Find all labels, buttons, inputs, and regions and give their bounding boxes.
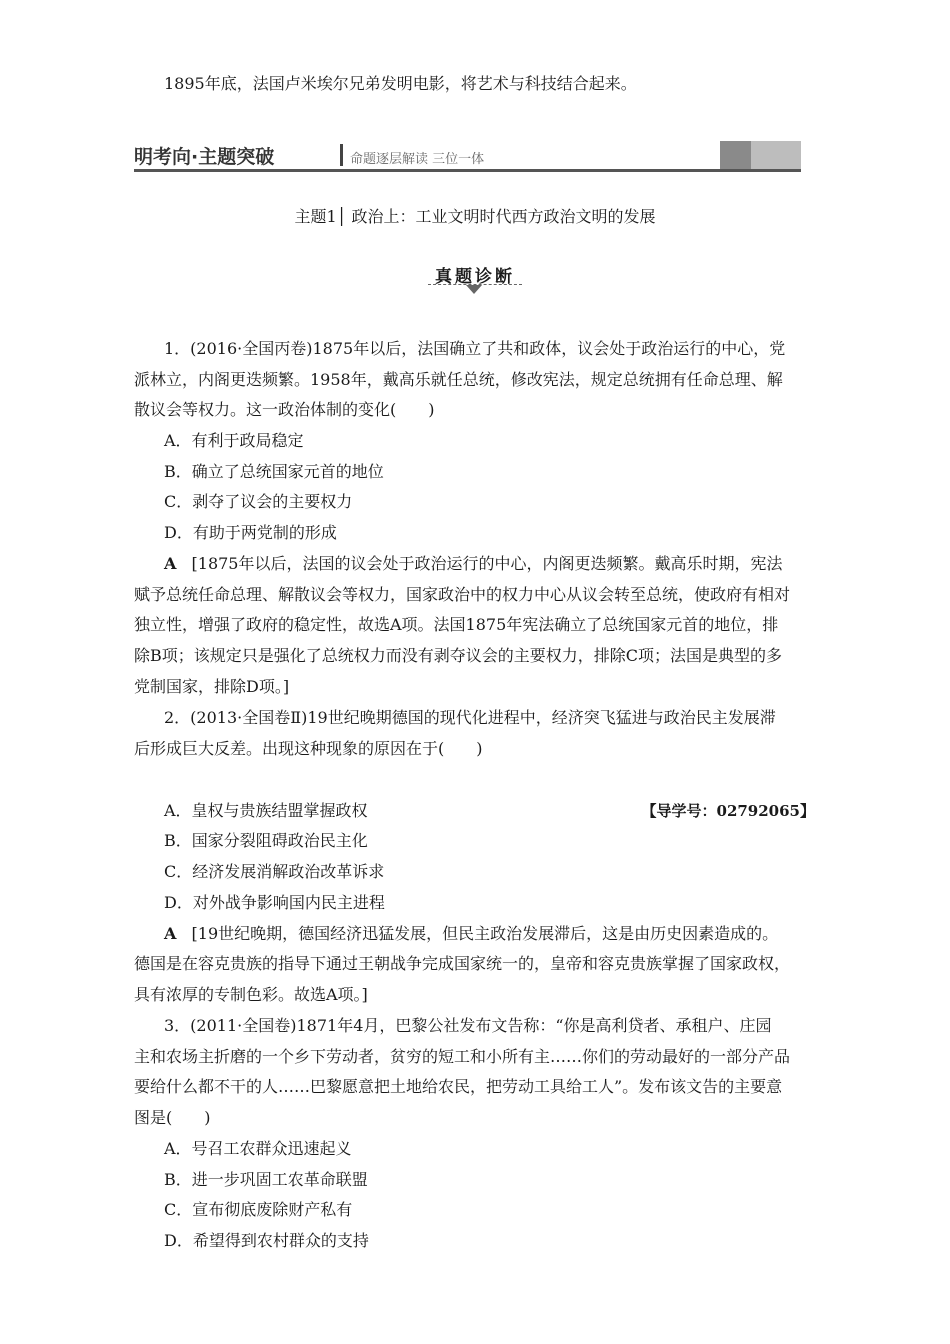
band-underline <box>134 169 801 172</box>
intro-text: 1895年底，法国卢米埃尔兄弟发明电影，将艺术与科技结合起来。 <box>164 74 637 93</box>
q1-option-c: C．剥夺了议会的主要权力 <box>164 492 353 511</box>
band-decoration-light <box>751 141 801 169</box>
q1-explanation <box>164 554 782 574</box>
q3-option-b: B．进一步巩固工农革命联盟 <box>164 1170 368 1189</box>
q2-stem-line: 后形成巨大反差。出现这种现象的原因在于( ) <box>134 739 483 758</box>
q1-option-b: B．确立了总统国家元首的地位 <box>164 462 384 481</box>
q3-option-d: D．希望得到农村群众的支持 <box>164 1231 369 1250</box>
q3-stem-line: 图是( ) <box>134 1108 211 1127</box>
q2-explanation-line: 德国是在容克贵族的指导下通过王朝战争完成国家统一的，皇帝和容克贵族掌握了国家政权， <box>134 954 791 973</box>
q3-stem-line: 3．(2011·全国卷)1871年4月，巴黎公社发布文告称：“你是高利贷者、承租户、庄园 <box>164 1016 772 1035</box>
q2-option-a: A．皇权与贵族结盟掌握政权 <box>164 801 368 820</box>
q3-option-c: C．宣布彻底废除财产私有 <box>164 1200 353 1219</box>
q1-explanation-line: [1875年以后，法国的议会处于政治运行的中心，内阁更迭频繁。戴高乐时期，宪法 <box>191 554 783 573</box>
q2-answer: A <box>164 924 177 943</box>
q2-explanation <box>164 924 778 944</box>
guide-number: 【导学号：02792065】 <box>641 802 815 820</box>
q3-option-a: A．号召工农群众迅速起义 <box>164 1139 352 1158</box>
section-label: 真题诊断 <box>435 267 515 287</box>
q1-explanation-line: 除B项；该规定只是强化了总统权力而没有剥夺议会的主要权力，排除C项；法国是典型的多 <box>134 646 783 665</box>
q2-option-b: B．国家分裂阻碍政治民主化 <box>164 831 368 850</box>
q1-stem-line: 派林立，内阁更迭频繁。1958年，戴高乐就任总统，修改宪法，规定总统拥有任命总理、解 <box>134 370 783 389</box>
q2-option-c: C．经济发展消解政治改革诉求 <box>164 862 385 881</box>
q1-option-a: A．有利于政局稳定 <box>164 431 304 450</box>
q1-explanation-line: 独立性，增强了政府的稳定性，故选A项。法国1875年宪法确立了总统国家元首的地位，排 <box>134 615 779 634</box>
down-triangle-icon <box>466 285 482 294</box>
q3-stem-line: 主和农场主折磨的一个乡下劳动者，贫穷的短工和小所有主……你们的劳动最好的一部分产品 <box>134 1047 791 1066</box>
band-title: 明考向·主题突破 <box>134 146 275 168</box>
q2-explanation-line: 具有浓厚的专制色彩。故选A项。] <box>134 985 368 1004</box>
band-subtitle: 命题逐层解读 三位一体 <box>350 152 485 167</box>
band-divider <box>340 144 343 166</box>
q1-explanation-line: 赋予总统任命总理、解散议会等权力，国家政治中的权力中心从议会转至总统，使政府有相对 <box>134 585 791 604</box>
band-decoration-dark <box>720 141 751 169</box>
q1-stem-line: 1．(2016·全国丙卷)1875年以后，法国确立了共和政体，议会处于政治运行的中心，党 <box>164 339 786 358</box>
q3-stem-line: 要给什么都不干的人……巴黎愿意把土地给农民，把劳动工具给工人”。发布该文告的主要意 <box>134 1077 783 1096</box>
q1-answer: A <box>164 554 177 573</box>
section-title: 主题1│ 政治上：工业文明时代西方政治文明的发展 <box>294 207 656 226</box>
q2-option-d: D．对外战争影响国内民主进程 <box>164 893 385 912</box>
q1-stem-line: 散议会等权力。这一政治体制的变化( ) <box>134 400 435 419</box>
q1-option-d: D．有助于两党制的形成 <box>164 523 337 542</box>
q2-stem-line: 2．(2013·全国卷Ⅱ)19世纪晚期德国的现代化进程中，经济突飞猛进与政治民主发展滞 <box>164 708 776 727</box>
q1-explanation-line: 党制国家，排除D项。] <box>134 677 290 696</box>
q2-explanation-line: [19世纪晚期，德国经济迅猛发展，但民主政治发展滞后，这是由历史因素造成的。 <box>191 924 779 943</box>
